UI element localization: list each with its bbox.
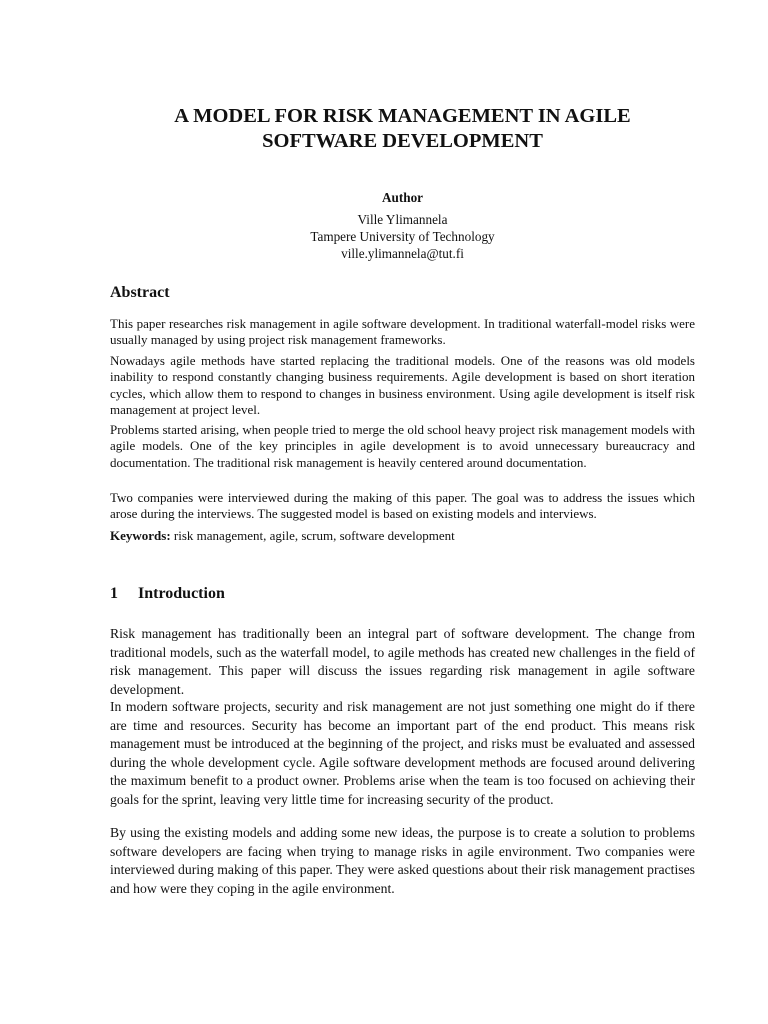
author-name: Ville Ylimannela [357, 212, 448, 227]
keywords-label: Keywords: [110, 528, 171, 543]
abstract-paragraph-1: This paper researches risk management in agile software development. In traditional waterfall-model risks were usually managed by using project risk management frameworks. [110, 316, 695, 348]
abstract-heading: Abstract [110, 284, 170, 301]
section-title: Introduction [138, 585, 225, 602]
keywords-line [110, 528, 695, 544]
paper-title-line-2: SOFTWARE DEVELOPMENT [262, 130, 543, 152]
introduction-paragraph-2: In modern software projects, security and risk management are not just something one might do if there are time and resources. Security has become an important part of the end product. This means risk management must be introduced at the beginning of the project, and risks must be evaluated and assessed during the whole development cycle. Agile software development methods are focused around delivering the maximum benefit to a product owner. Problems arise when the team is too focused on achieving their goals for the sprint, leaving very little time for increasing security of the product. [110, 699, 695, 807]
section-number: 1 [110, 585, 118, 602]
author-block [110, 189, 695, 262]
introduction-paragraph-3: By using the existing models and adding some new ideas, the purpose is to create a solution to problems software developers are facing when trying to manage risks in agile environment. Two companies were interviewed during making of this paper. They were asked questions about their risk management practises and how were they coping in the agile environment. [110, 825, 695, 896]
author-heading: Author [381, 190, 424, 205]
paper-title-line-1: A MODEL FOR RISK MANAGEMENT IN AGILE [174, 105, 631, 127]
author-email: ville.ylimannela@tut.fi [341, 246, 464, 261]
abstract-paragraph-2: Nowadays agile methods have started replacing the traditional models. One of the reasons was old models inability to respond constantly changing business requirements. Agile development is based on short iteration cycles, which allow them to respond to changes in business environment. Using agile development is itself risk management at project level. [110, 353, 695, 418]
abstract-paragraph-3: Problems started arising, when people tried to merge the old school heavy project risk management models with agile models. One of the key principles in agile development is to avoid unnecessary bureaucracy and documentation. The traditional risk management is heavily centered around documentation. [110, 422, 695, 470]
introduction-heading [110, 584, 225, 604]
author-affiliation: Tampere University of Technology [310, 229, 495, 244]
keywords-text: risk management, agile, scrum, software development [170, 528, 455, 543]
paper-title [110, 104, 695, 154]
introduction-paragraph-1: Risk management has traditionally been an integral part of software development. The change from traditional models, such as the waterfall model, to agile methods has created new challenges in the field of risk management. This paper will discuss the issues regarding risk management in agile software development. [110, 626, 695, 697]
abstract-paragraph-4: Two companies were interviewed during the making of this paper. The goal was to address the issues which arose during the interviews. The suggested model is based on existing models and interviews. [110, 490, 695, 522]
